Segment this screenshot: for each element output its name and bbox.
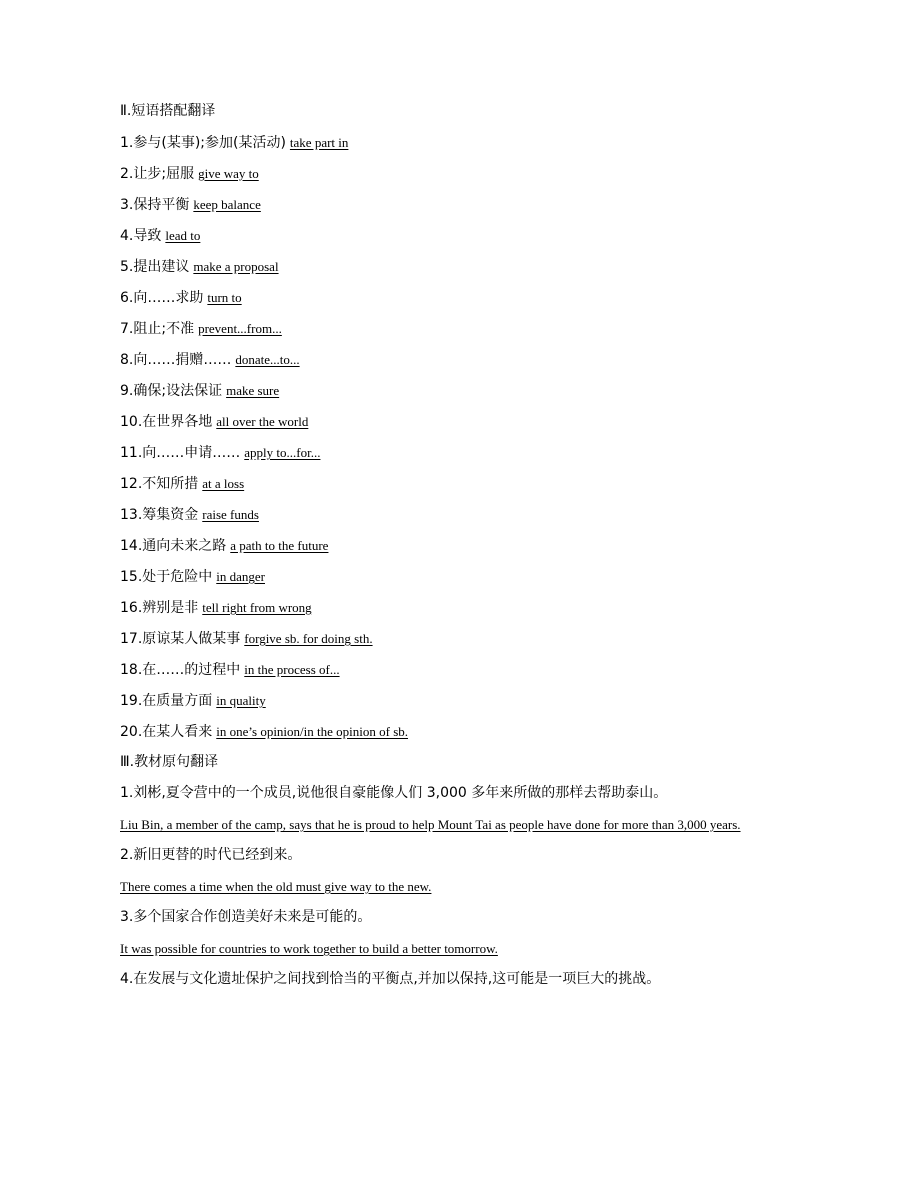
sentence-item-4 — [120, 964, 780, 995]
phrase-cn: 20.在某人看来 — [120, 724, 213, 740]
phrase-cn: 13.筹集资金 — [120, 507, 199, 523]
sentence-answer: Liu Bin, a member of the camp, says that he is proud to help Mount Tai as people have done for more than 3,000 years. — [120, 817, 741, 832]
sentence-answer: There comes a time when the old must give way to the new. — [120, 879, 432, 894]
phrase-cn: 14.通向未来之路 — [120, 538, 227, 554]
sentence-answer-line — [120, 871, 780, 902]
phrase-answer: in quality — [216, 693, 266, 708]
phrase-item-14 — [120, 530, 780, 561]
phrase-item-19 — [120, 685, 780, 716]
phrase-answer: in danger — [216, 569, 265, 584]
phrase-answer: all over the world — [216, 414, 309, 429]
phrase-answer: raise funds — [202, 507, 259, 522]
phrase-item-3 — [120, 189, 780, 220]
sentence-item-2 — [120, 840, 780, 902]
phrase-answer: at a loss — [202, 476, 245, 491]
phrase-cn: 1.参与(某事);参加(某活动) — [120, 135, 286, 151]
phrase-item-4 — [120, 220, 780, 251]
phrase-cn: 9.确保;设法保证 — [120, 383, 223, 399]
phrase-item-9 — [120, 375, 780, 406]
phrase-answer: forgive sb. for doing sth. — [244, 631, 373, 646]
phrase-answer: give way to — [198, 166, 259, 181]
sentence-cn: 2.新旧更替的时代已经到来。 — [120, 847, 302, 863]
phrase-cn: 2.让步;屈服 — [120, 166, 195, 182]
phrase-answer: turn to — [207, 290, 242, 305]
section-3-title: Ⅲ.教材原句翻译 — [120, 754, 219, 770]
phrase-cn: 8.向……捐赠…… — [120, 352, 232, 368]
phrase-answer: take part in — [289, 135, 349, 150]
phrase-answer: make a proposal — [193, 259, 279, 274]
phrase-cn: 4.导致 — [120, 228, 162, 244]
phrase-item-20 — [120, 716, 780, 747]
phrase-item-16 — [120, 592, 780, 623]
phrase-answer: a path to the future — [230, 538, 329, 553]
phrase-answer: tell right from wrong — [202, 600, 312, 615]
phrase-cn: 11.向……申请…… — [120, 445, 241, 461]
sentence-item-3 — [120, 902, 780, 964]
phrase-item-11 — [120, 437, 780, 468]
phrase-answer: make sure — [226, 383, 280, 398]
phrase-cn: 12.不知所措 — [120, 476, 199, 492]
phrase-item-5 — [120, 251, 780, 282]
phrase-item-10 — [120, 406, 780, 437]
phrase-cn: 5.提出建议 — [120, 259, 190, 275]
phrase-cn: 16.辨别是非 — [120, 600, 199, 616]
phrase-cn: 6.向……求助 — [120, 290, 204, 306]
section-2-title: Ⅱ.短语搭配翻译 — [120, 103, 216, 119]
phrase-answer: in the process of... — [244, 662, 340, 677]
phrase-cn: 15.处于危险中 — [120, 569, 213, 585]
phrase-item-7 — [120, 313, 780, 344]
phrase-answer: prevent...from... — [198, 321, 282, 336]
phrase-cn: 3.保持平衡 — [120, 197, 190, 213]
sentence-item-1 — [120, 778, 780, 840]
phrase-cn: 19.在质量方面 — [120, 693, 213, 709]
phrase-item-2 — [120, 158, 780, 189]
phrase-cn: 10.在世界各地 — [120, 414, 213, 430]
phrase-item-15 — [120, 561, 780, 592]
phrase-cn: 7.阻止;不准 — [120, 321, 195, 337]
sentence-cn: 1.刘彬,夏令营中的一个成员,说他很自豪能像人们 3,000 多年来所做的那样去帮助泰山。 — [120, 785, 668, 801]
phrase-item-12 — [120, 468, 780, 499]
sentence-answer-line — [120, 933, 780, 964]
phrase-item-1 — [120, 127, 780, 158]
phrase-answer: apply to...for... — [244, 445, 321, 460]
phrase-list — [120, 127, 780, 747]
sentence-cn: 4.在发展与文化遗址保护之间找到恰当的平衡点,并加以保持,这可能是一项巨大的挑战。 — [120, 971, 661, 987]
sentence-answer: It was possible for countries to work together to build a better tomorrow. — [120, 941, 498, 956]
phrase-cn: 18.在……的过程中 — [120, 662, 241, 678]
phrase-answer: in one’s opinion/in the opinion of sb. — [216, 724, 409, 739]
document-page — [120, 96, 780, 995]
phrase-answer: keep balance — [193, 197, 261, 212]
sentence-answer-block — [120, 809, 775, 840]
phrase-answer: lead to — [165, 228, 201, 243]
phrase-item-18 — [120, 654, 780, 685]
phrase-item-6 — [120, 282, 780, 313]
phrase-item-13 — [120, 499, 780, 530]
phrase-answer: donate...to... — [235, 352, 300, 367]
phrase-item-17 — [120, 623, 780, 654]
phrase-cn: 17.原谅某人做某事 — [120, 631, 241, 647]
phrase-item-8 — [120, 344, 780, 375]
sentence-cn: 3.多个国家合作创造美好未来是可能的。 — [120, 909, 372, 925]
sentence-list — [120, 778, 780, 995]
